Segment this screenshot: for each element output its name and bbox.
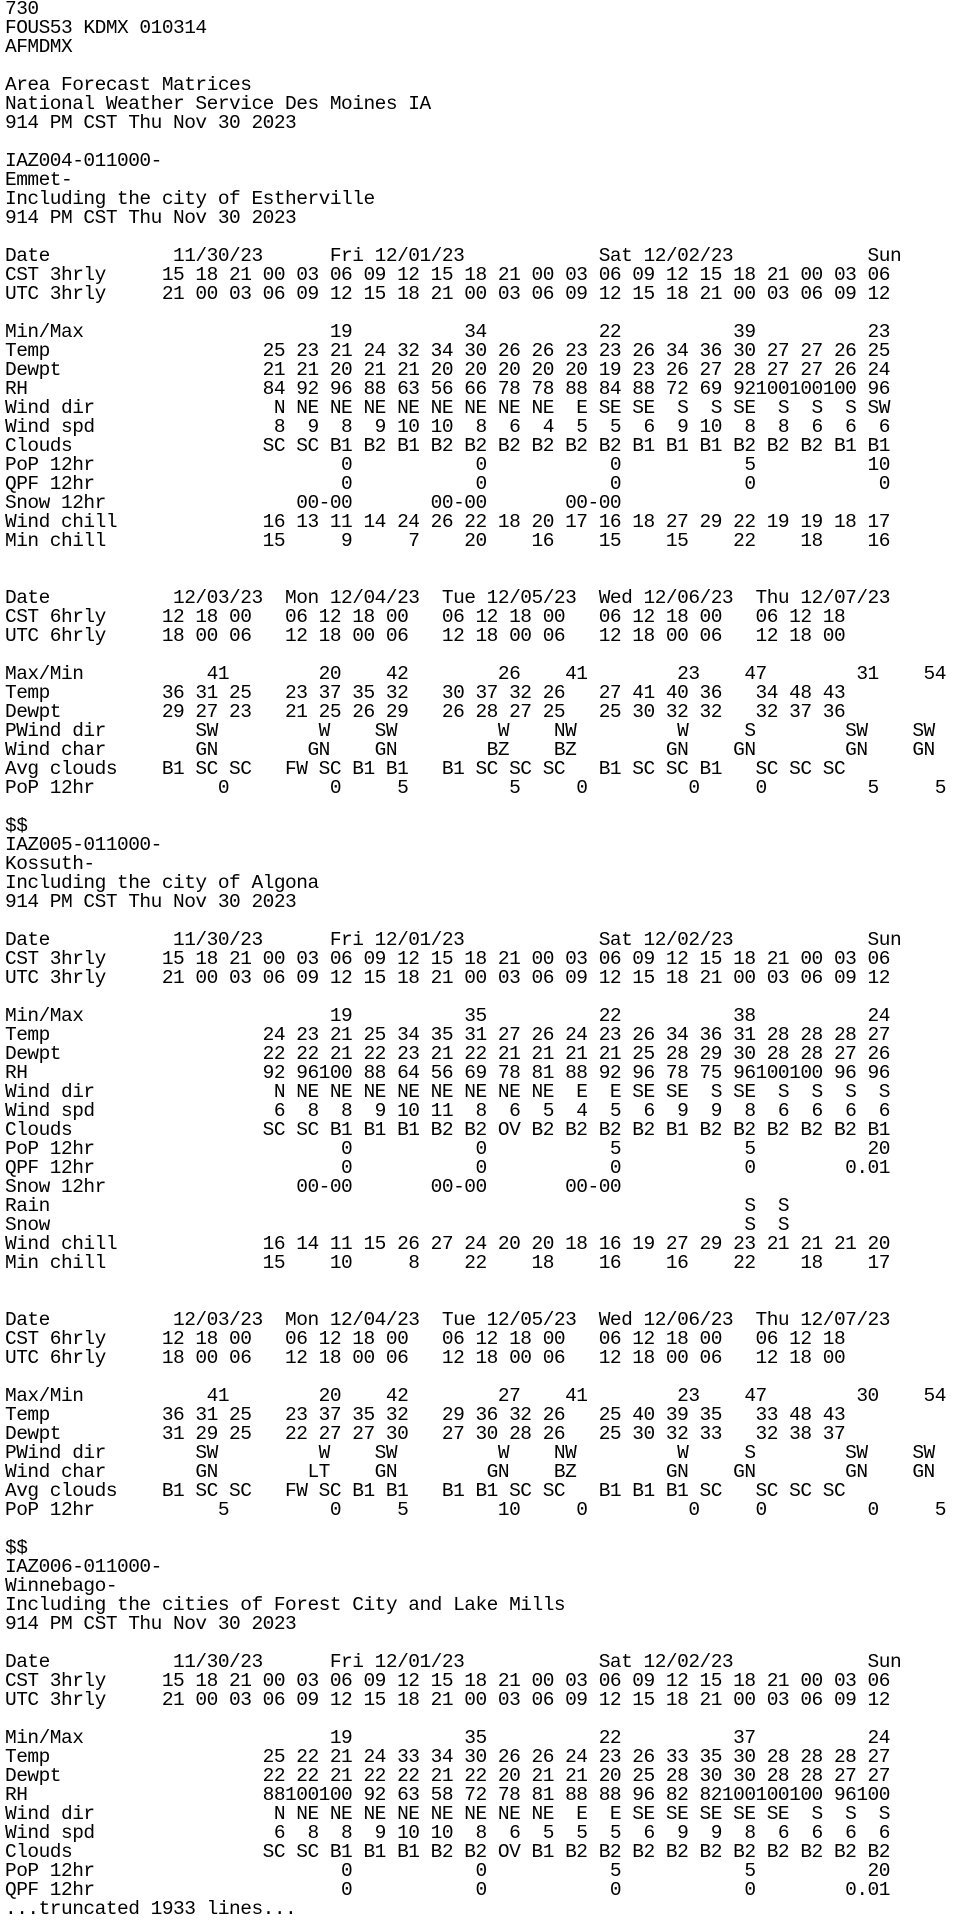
area-forecast-matrices-text: 730 FOUS53 KDMX 010314 AFMDMX Area Forecast Matrices National Weather Service Des Moines IA 914 PM CST Thu Nov 30 2023 IAZ004-011000- Emmet- Including the city of Estherville 914 PM CST Thu Nov 30 2023 Date 11/30/23 Fri 12/01/23 Sat 12/02/23 Sun CST 3hrly 15 18 21 00 03 06 09 12 15 18 21 00 03 06 09 12 15 18 21 00 03 06 UTC 3hrly 21 00 03 06 09 12 15 18 21 00 03 06 09 12 15 18 21 00 03 06 09 12 Min/Max 19 34 22 39 23 Temp 25 23 21 24 32 34 30 26 26 23 23 26 34 36 30 27 27 26 25 Dewpt 21 21 20 21 21 20 20 20 20 20 19 23 26 27 28 27 27 26 24 RH 84 92 96 88 63 56 66 78 78 88 84 88 72 69 92100100100 96 Wind dir N NE NE NE NE NE NE NE NE E SE SE S S SE S S S SW Wind spd 8 9 8 9 10 10 8 6 4 5 5 6 9 10 8 8 6 6 6 Clouds SC SC B1 B2 B1 B2 B2 B2 B2 B2 B2 B1 B1 B1 B2 B2 B2 B1 B1 PoP 12hr 0 0 0 5 10 QPF 12hr 0 0 0 0 0 Snow 12hr 00-00 00-00 00-00 Wind chill 16 13 11 14 24 26 22 18 20 17 16 18 27 29 22 19 19 18 17 Min chill 15 9 7 20 16 15 15 22 18 16 Date 12/03/23 Mon 12/04/23 Tue 12/05/23 Wed 12/06/23 Thu 12/07/23 CST 6hrly 12 18 00 06 12 18 00 06 12 18 00 06 12 18 00 06 12 18 UTC 6hrly 18 00 06 12 18 00 06 12 18 00 06 12 18 00 06 12 18 00 Max/Min 41 20 42 26 41 23 47 31 54 Temp 36 31 25 23 37 35 32 30 37 32 26 27 41 40 36 34 48 43 Dewpt 29 27 23 21 25 26 29 26 28 27 25 25 30 32 32 32 37 36 PWind dir SW W SW W NW W S SW SW Wind char GN GN GN BZ BZ GN GN GN GN Avg clouds B1 SC SC FW SC B1 B1 B1 SC SC SC B1 SC SC B1 SC SC SC PoP 12hr 0 0 5 5 0 0 0 5 5 $$ IAZ005-011000- Kossuth- Including the city of Algona 914 PM CST Thu Nov 30 2023 Date 11/30/23 Fri 12/01/23 Sat 12/02/23 Sun CST 3hrly 15 18 21 00 03 06 09 12 15 18 21 00 03 06 09 12 15 18 21 00 03 06 UTC 3hrly 21 00 03 06 09 12 15 18 21 00 03 06 09 12 15 18 21 00 03 06 09 12 Min/Max 19 35 22 38 24 Temp 24 23 21 25 34 35 31 27 26 24 23 26 34 36 31 28 28 28 27 Dewpt 22 22 21 22 23 21 22 21 21 21 21 25 28 29 30 28 28 27 26 RH 92 96100 88 64 56 69 78 81 88 92 96 78 75 96100100 96 96 Wind dir N NE NE NE NE NE NE NE NE E E SE SE S SE S S S S Wind spd 6 8 8 9 10 11 8 6 5 4 5 6 9 9 8 6 6 6 6 Clouds SC SC B1 B1 B1 B2 B2 OV B2 B2 B2 B2 B1 B2 B2 B2 B2 B2 B1 PoP 12hr 0 0 5 5 20 QPF 12hr 0 0 0 0 0.01 Snow 12hr 00-00 00-00 00-00 Rain S S Snow S S Wind chill 16 14 11 15 26 27 24 20 20 18 16 19 27 29 23 21 21 21 20 Min chill 15 10 8 22 18 16 16 22 18 17 Date 12/03/23 Mon 12/04/23 Tue 12/05/23 Wed 12/06/23 Thu 12/07/23 CST 6hrly 12 18 00 06 12 18 00 06 12 18 00 06 12 18 00 06 12 18 UTC 6hrly 18 00 06 12 18 00 06 12 18 00 06 12 18 00 06 12 18 00 Max/Min 41 20 42 27 41 23 47 30 54 Temp 36 31 25 23 37 35 32 29 36 32 26 25 40 39 35 33 48 43 Dewpt 31 29 25 22 27 27 30 27 30 28 26 25 30 32 33 32 38 37 PWind dir SW W SW W NW W S SW SW Wind char GN LT GN GN BZ GN GN GN GN Avg clouds B1 SC SC FW SC B1 B1 B1 B1 SC SC B1 B1 B1 SC SC SC SC PoP 12hr 5 0 5 10 0 0 0 0 5 $$ IAZ006-011000- Winnebago- Including the cities of Forest City and Lake Mills 914 PM CST Thu Nov 30 2023 Date 11/30/23 Fri 12/01/23 Sat 12/02/23 Sun CST 3hrly 15 18 21 00 03 06 09 12 15 18 21 00 03 06 09 12 15 18 21 00 03 06 UTC 3hrly 21 00 03 06 09 12 15 18 21 00 03 06 09 12 15 18 21 00 03 06 09 12 Min/Max 19 35 22 37 24 Temp 25 22 21 24 33 34 30 26 26 24 23 26 33 35 30 28 28 28 27 Dewpt 22 22 21 22 22 21 22 20 21 21 20 25 28 30 30 28 28 27 27 RH 88100100 92 63 58 72 78 81 88 88 96 82 82100100100 96100 Wind dir N NE NE NE NE NE NE NE NE E E SE SE SE SE SE S S S Wind spd 6 8 8 9 10 10 8 6 5 5 5 6 9 9 8 6 6 6 6 Clouds SC SC B1 B1 B1 B2 B2 OV B1 B2 B2 B2 B2 B2 B2 B2 B2 B2 B2 PoP 12hr 0 0 5 5 20 QPF 12hr 0 0 0 0 0.01 ...truncated 1933 lines... (5, 0, 946, 1920)
